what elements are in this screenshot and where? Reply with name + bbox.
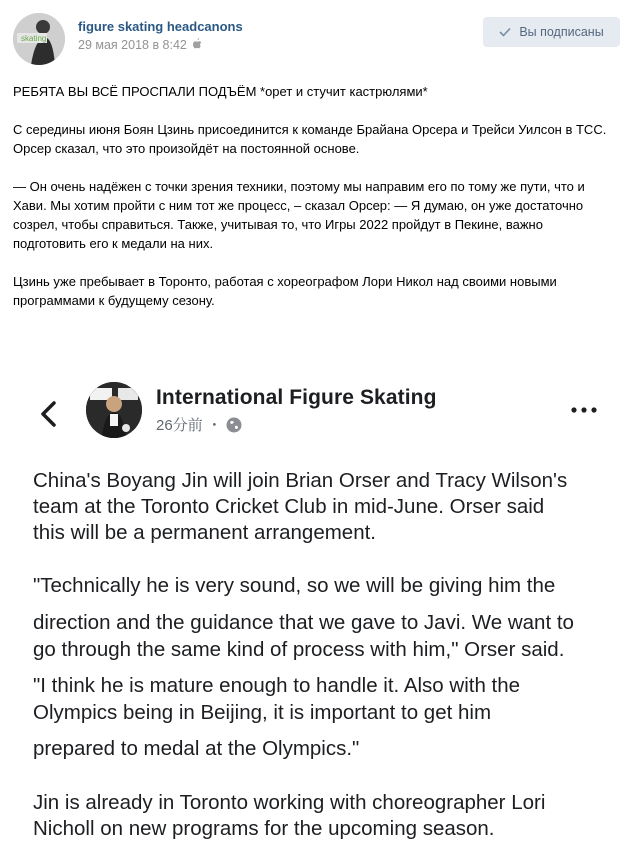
fb-text-line: Nicholl on new programs for the upcoming season. [33, 817, 495, 840]
post-paragraph: — Он очень надёжен с точки зрения техники, поэтому мы направим его по тому же пути, что и Хави. Мы хотим пройти с ним тот же процесс, – сказал Орсер: — Я думаю, он уже достаточно созрел, чтобы справиться. Также, учитывая то, что Игры 2022 пройдут в Пекине, важно подготовить его к медали на них. [13, 179, 585, 251]
page-avatar [86, 382, 142, 438]
fb-text-line: "I think he is mature enough to handle it. Also with the [33, 674, 521, 697]
fb-text-line: "Technically he is very sound, so we will be giving him the [33, 574, 556, 597]
community-name[interactable]: figure skating headcanons [78, 19, 243, 34]
fb-text-line: Jin is already in Toronto working with choreographer Lori [33, 791, 546, 814]
fb-text-line: go through the same kind of process with him," Orser said. [33, 638, 565, 661]
more-icon [570, 403, 598, 417]
fb-text-line: prepared to medal at the Olympics." [33, 737, 360, 760]
post-date-text[interactable]: 29 мая 2018 в 8:42 [78, 38, 187, 52]
post-text [13, 82, 619, 329]
subscribed-button[interactable] [483, 17, 620, 47]
fb-text-line: direction and the guidance that we gave to Javi. We want to [33, 611, 574, 634]
page-name: International Figure Skating [156, 386, 437, 409]
post-header [0, 0, 632, 70]
check-icon [499, 25, 511, 40]
post-paragraph: Цзинь уже пребывает в Торонто, работая с хореографом Лори Никол над своими новыми программами к будущему сезону. [13, 274, 557, 308]
back-arrow-icon [38, 400, 60, 428]
subscribed-label: Вы подписаны [519, 25, 604, 39]
fb-text-line: China's Boyang Jin will join Brian Orser and Tracy Wilson's [33, 469, 568, 492]
post-time-text: 26分前 ・ [156, 417, 222, 434]
facebook-screenshot[interactable] [0, 370, 632, 852]
post-date[interactable] [78, 38, 202, 52]
community-avatar[interactable] [13, 13, 65, 65]
svg-text:skating: skating [21, 34, 47, 43]
apple-icon [193, 38, 202, 52]
post-paragraph: РЕБЯТА ВЫ ВСЁ ПРОСПАЛИ ПОДЪЁМ *орет и стучит кастрюлями* [13, 84, 428, 99]
fb-text-line: Olympics being in Beijing, it is important to get him [33, 701, 492, 724]
post-time [156, 414, 242, 435]
fb-text-line: this will be a permanent arrangement. [33, 521, 376, 544]
fb-text-line: team at the Toronto Cricket Club in mid-June. Orser said [33, 495, 545, 518]
globe-icon [226, 417, 242, 433]
post-paragraph: С середины июня Боян Цзинь присоединится к команде Брайана Орсера и Трейси Уилсон в ТСС. Орсер сказал, что это произойдёт на постоянной основе. [13, 122, 607, 156]
